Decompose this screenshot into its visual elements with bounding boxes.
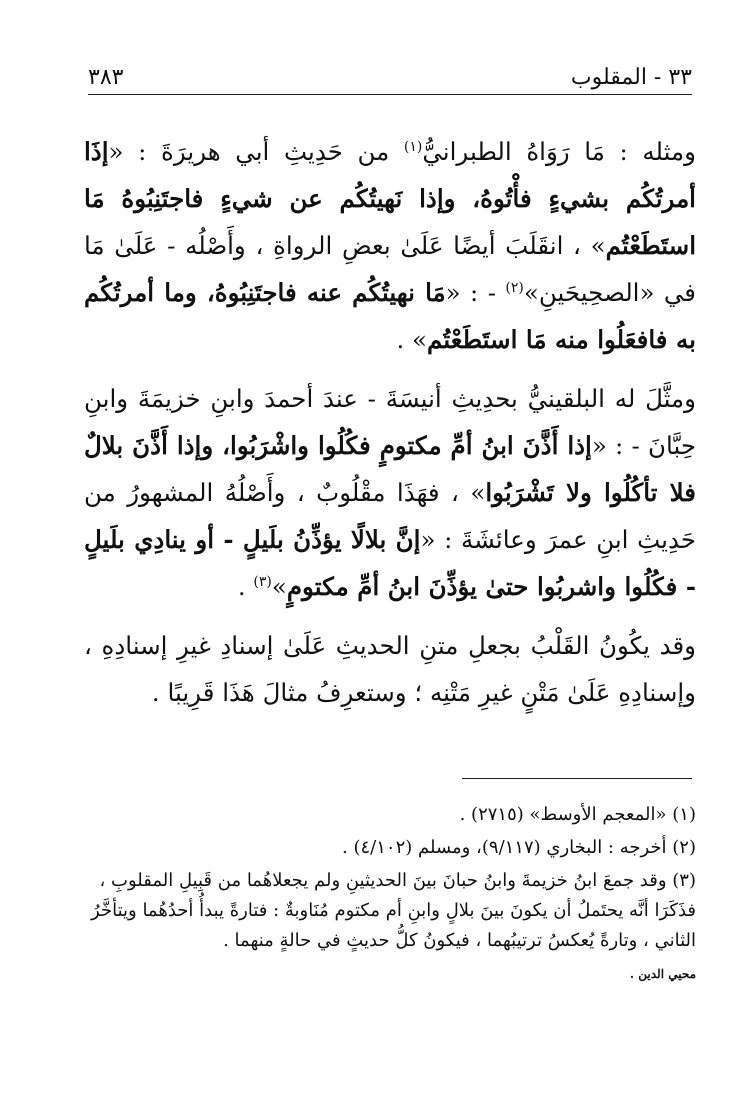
p2-text-4: . bbox=[237, 572, 254, 601]
paragraph-3: وقد يكُونُ القَلْبُ بجعلِ متنِ الحديثِ عَلَىٰ إسنادِ غيرِ إسنادِهِ ، وإسنادِهِ عَلَىٰ مَتْنٍ غيرِ مَتْنِه ؛ وستعرِفُ مثالَ هَذَا قَرِيبًا . bbox=[84, 631, 696, 707]
page-number: ٣٨٣ bbox=[88, 65, 124, 90]
page-header bbox=[88, 56, 692, 90]
footnote-ref-1: (١) bbox=[403, 138, 423, 155]
p2-hadith-2: إنَّ بلالًا يؤذِّنُ بلَيلٍ - أو ينادِي بلَيلٍ - فكُلُوا واشربُوا حتىٰ يؤذِّنَ ابنُ أمِّ مكتومٍ bbox=[84, 525, 696, 601]
footnote-2: (٢) أخرجه : البخاري (٩/١١٧)، ومسلم (٤/١٠٢) . bbox=[342, 837, 696, 858]
p1-text-2: من حَدِيثِ أبي هريرَةَ : « bbox=[108, 137, 404, 166]
p1-text-4: - : « bbox=[445, 278, 506, 307]
footnote-ref-2: (٢) bbox=[505, 279, 524, 296]
p1-hadith-1: إذَا أمرتُكُم بشيءٍ فأْتُوهُ، وإذا نَهيتُكُم عن شيءٍ فاجتَنِبُوهُ مَا استَطَعْتُم bbox=[84, 137, 696, 260]
p1-text-1: ومثله : مَا رَوَاهُ الطبرانيُّ bbox=[422, 137, 696, 166]
paragraph-2 bbox=[84, 375, 696, 610]
footnotes bbox=[84, 800, 696, 989]
p2-text-2: » ، فهَذَا مقْلُوبٌ ، وأَصْلُهُ المشهورُ من حَدِيثِ ابنِ عمرَ وعائشَةَ : « bbox=[84, 478, 696, 554]
footnote-3: (٣) وقد جمعَ ابنُ خزيمةَ وابنُ حبانَ بينَ الحديثينِ ولم يجعلاهُما من قَبِيلِ المقلوبِ ، فذَكَرَا أنَّه يحتَملُ أن يكونَ بينَ بلالٍ وابنِ أم مكتوم مُنَاوبةٌ : فتارةً يبدأُ أحدُهُما ويتأخَّرُ الثاني ، وتارةً يُعكسُ ترتيبُهما ، فيكونُ كلُّ حديثٍ في حالةٍ منهما . bbox=[91, 870, 696, 951]
p1-hadith-2: مَا نهيتُكُم عنه فاجتَنِبُوهُ، وما أمرتُكُم به فافعَلُوا منه مَا استَطَعْتُم bbox=[84, 278, 696, 354]
chapter-title: ٣٣ - المقلوب bbox=[570, 65, 692, 90]
p1-text-3: » ، انقَلَبَ أيضًا عَلَىٰ بعضِ الرواةِ ، وأَصْلُه - عَلَىٰ مَا في «الصحِيحَينِ» bbox=[84, 231, 696, 307]
p2-text-3: » bbox=[271, 572, 287, 601]
p2-hadith-1: إذا أَذَّنَ ابنُ أمِّ مكتومٍ فكُلُوا واشْرَبُوا، وإذا أَذَّنَ بلالٌ فلا تأكُلُوا ولا تَشْرَبُوا bbox=[84, 431, 696, 507]
header-divider bbox=[88, 94, 692, 95]
footnote-ref-3: (٣) bbox=[253, 573, 272, 590]
footnote-divider bbox=[462, 778, 692, 779]
footnote-1: (١) «المعجم الأوسط» (٢٧١٥) . bbox=[459, 804, 696, 825]
p2-text-1: ومثَّلَ له البلقينيُّ بحدِيثِ أنيسَةَ - عندَ أحمدَ وابنِ خزيمَةَ وابنِ حِبَّانَ - : « bbox=[84, 384, 696, 460]
editor-signature: محيي الدين . bbox=[629, 967, 696, 981]
p1-text-5: » . bbox=[396, 325, 428, 354]
main-text bbox=[84, 128, 696, 728]
paragraph-1 bbox=[84, 128, 696, 363]
